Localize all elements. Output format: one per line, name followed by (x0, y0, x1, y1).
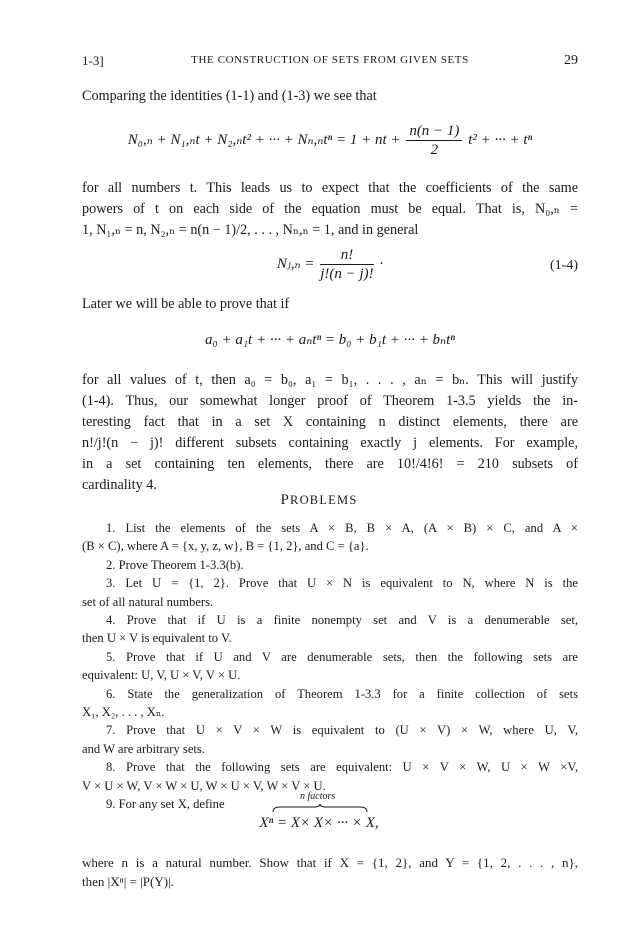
problem-line: then U × V is equivalent to V. (82, 631, 232, 646)
equation-coefficients (82, 122, 578, 159)
text-line: 1, N₁,ₙ = n, N₂,ₙ = n(n − 1)/2, . . . , Nₙ,ₙ = 1, and in general (82, 222, 419, 238)
problem-line: 4. Prove that if U is a finite nonempty set and V is a denumerable set, (106, 613, 578, 628)
problem-line: 8. Prove that the following sets are equivalent: U × V × W, U × W ×V, (106, 760, 578, 775)
running-title: THE CONSTRUCTION OF SETS FROM GIVEN SETS (191, 54, 469, 66)
equation-x-power: Xⁿ = X× X× ··· × X, (259, 815, 379, 831)
page-number: 29 (564, 53, 578, 68)
text-line: for all values of t, then a₀ = b₀, a₁ = b₁, . . . , aₙ = bₙ. This will justify (82, 372, 578, 388)
problem-line: equivalent: U, V, U × V, V × U. (82, 668, 241, 683)
fraction-numerator: n(n − 1) (406, 122, 462, 141)
problem-line: 1. List the elements of the sets A × B, B × A, (A × B) × C, and A × (106, 521, 578, 535)
heading-initial: P (280, 492, 291, 508)
problem-line: and W are arbitrary sets. (82, 741, 205, 756)
problem-line: (B × C), where A = {x, y, z, w}, B = {1, 2}, and C = {a}. (82, 539, 369, 554)
text-line: n!/j!(n − j)! different subsets containing exactly j elements. For example, (82, 435, 578, 451)
later-paragraph (82, 294, 578, 315)
problems-list (82, 519, 578, 814)
problem-line: 3. Let U = {1, 2}. Prove that U × N is equivalent to N, where N is the (106, 576, 578, 591)
problem-line: 2. Prove Theorem 1-3.3(b). (106, 557, 244, 572)
fraction-numerator: n! (320, 246, 373, 265)
fraction-denominator: j!(n − j)! (320, 266, 374, 282)
text-line: for all numbers t. This leads us to expect that the coefficients of the same (82, 180, 578, 196)
text-line: in a set containing ten elements, there are 10!/4!6! = 210 subsets of (82, 456, 578, 472)
heading-rest: ROBLEMS (290, 493, 358, 507)
text-line: then |Xⁿ| = |P(Y)|. (82, 874, 174, 889)
text-line: Later we will be able to prove that if (82, 296, 290, 312)
problems-heading (0, 492, 638, 509)
equation-lhs: Nⱼ,ₙ = (276, 255, 315, 272)
text-line: teresting fact that in a set X containing n distinct elements, there are (82, 414, 578, 430)
text-line: where n is a natural number. Show that if X = {1, 2}, and Y = {1, 2, . . . , n}, (82, 855, 578, 870)
overbrace (272, 803, 368, 813)
problem-line: set of all natural numbers. (82, 594, 214, 609)
problem-line: 7. Prove that U × V × W is equivalent to (U × V) × W, where U, V, (106, 723, 578, 738)
problem-line: V × U × W, V × W × U, W × U × V, W × V × U. (82, 778, 326, 793)
problem-line: X₁, X₂, . . . , Xₙ. (82, 705, 165, 720)
brace-label: n factors (300, 791, 336, 802)
coefficients-paragraph (82, 178, 578, 241)
running-header (82, 53, 578, 69)
text-line: powers of t on each side of the equation must be equal. That is, N₀,ₙ = (82, 201, 578, 217)
equation-number: (1-4) (550, 258, 578, 273)
final-paragraph (82, 853, 578, 891)
equation-tail: · (379, 255, 384, 272)
equation-polynomial: a₀ + a₁t + ··· + aₙtⁿ = b₀ + b₁t + ··· + bₙtⁿ (205, 332, 455, 348)
section-number: 1-3] (82, 53, 104, 68)
equation-fraction (406, 122, 462, 159)
intro-paragraph (82, 86, 578, 107)
text-line: cardinality 4. (82, 477, 157, 493)
problem-line: 5. Prove that if U and V are denumerable sets, then the following sets are (106, 649, 578, 664)
equation-lhs: N₀,ₙ + N₁,ₙt + N₂,ₙt² + ··· + Nₙ,ₙtⁿ = 1 + nt + (127, 131, 401, 148)
equation-binomial (82, 246, 578, 283)
justify-paragraph (82, 370, 578, 496)
problem-line: 9. For any set X, define (106, 797, 225, 812)
text-line: (1-4). Thus, our somewhat longer proof of Theorem 1-3.5 yields the in- (82, 393, 578, 409)
fraction-denominator: 2 (430, 142, 439, 158)
intro-line: Comparing the identities (1-1) and (1-3) we see that (82, 88, 377, 104)
equation-fraction (320, 246, 373, 283)
equation-rhs: t² + ··· + tⁿ (468, 131, 533, 148)
problem-line: 6. State the generalization of Theorem 1-3.3 for a finite collection of sets (106, 686, 578, 701)
